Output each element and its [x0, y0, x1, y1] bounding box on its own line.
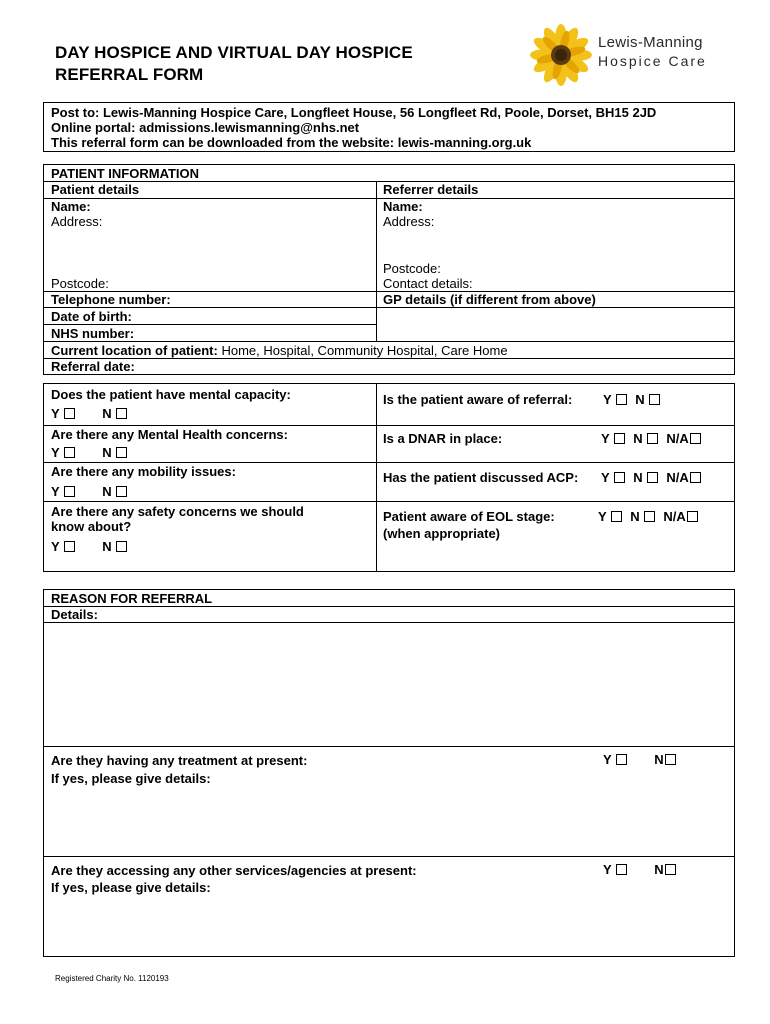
nhs-number-field[interactable]: NHS number: [51, 326, 135, 341]
referral-date-field[interactable]: Referral date: [51, 359, 135, 374]
no-label: N [102, 539, 112, 554]
current-location-field[interactable] [51, 343, 508, 358]
checkbox[interactable] [64, 447, 75, 458]
dob-field[interactable]: Date of birth: [51, 309, 132, 324]
location-label: Current location of patient: [51, 343, 218, 358]
yes-label: Y [598, 509, 607, 524]
yes-label: Y [51, 484, 60, 499]
acp-question: Has the patient discussed ACP: [383, 470, 579, 485]
eol-question-line-1: Patient aware of EOL stage: [383, 509, 555, 524]
patient-name-field[interactable]: Name: [51, 199, 91, 214]
divider [43, 746, 735, 747]
checkbox[interactable] [644, 511, 655, 522]
no-label: N [630, 509, 640, 524]
services-options [603, 862, 676, 877]
mental-health-options [51, 445, 127, 460]
yes-label: Y [603, 392, 612, 407]
no-label: N [654, 862, 664, 877]
logo-text [598, 34, 707, 70]
divider [43, 856, 735, 857]
checkbox[interactable] [690, 433, 701, 444]
mental-capacity-question: Does the patient have mental capacity: [51, 387, 291, 402]
checkbox[interactable] [647, 472, 658, 483]
title-line-1: DAY HOSPICE AND VIRTUAL DAY HOSPICE [55, 43, 413, 62]
safety-options [51, 539, 127, 554]
no-label: N [102, 406, 112, 421]
checkbox[interactable] [614, 472, 625, 483]
no-label: N [633, 431, 643, 446]
reason-details-area[interactable] [44, 623, 734, 745]
checkbox[interactable] [614, 433, 625, 444]
mobility-question: Are there any mobility issues: [51, 464, 236, 479]
yes-label: Y [603, 752, 612, 767]
services-details-area[interactable] [44, 896, 734, 956]
divider [43, 606, 735, 607]
reason-details-label: Details: [51, 607, 98, 622]
no-label: N [633, 470, 643, 485]
na-label: N/A [666, 431, 689, 446]
sunflower-icon [528, 22, 594, 88]
divider [43, 358, 735, 359]
checkbox[interactable] [647, 433, 658, 444]
divider [43, 501, 735, 502]
referrer-name-field[interactable]: Name: [383, 199, 423, 214]
divider [43, 324, 377, 325]
yes-label: Y [51, 445, 60, 460]
checkbox[interactable] [116, 541, 127, 552]
referrer-address-field[interactable]: Address: [383, 214, 435, 229]
checkbox[interactable] [616, 394, 627, 405]
download-note: This referral form can be downloaded from the website: lewis-manning.org.uk [51, 135, 532, 150]
treatment-options [603, 752, 676, 767]
eol-question-line-2: (when appropriate) [383, 526, 501, 541]
services-details-label: If yes, please give details: [51, 880, 211, 895]
checkbox[interactable] [64, 486, 75, 497]
checkbox[interactable] [64, 408, 75, 419]
no-label: N [102, 484, 112, 499]
referrer-contact-field[interactable]: Contact details: [383, 276, 473, 291]
mental-capacity-options [51, 406, 127, 421]
safety-question-line-2: know about? [51, 519, 132, 534]
mobility-options [51, 484, 127, 499]
no-label: N [654, 752, 664, 767]
checkbox[interactable] [116, 486, 127, 497]
treatment-details-label: If yes, please give details: [51, 771, 211, 786]
telephone-field[interactable]: Telephone number: [51, 292, 171, 307]
na-label: N/A [663, 509, 686, 524]
treatment-details-area[interactable] [44, 787, 734, 855]
divider [43, 341, 735, 342]
gp-details-field[interactable]: GP details (if different from above) [383, 292, 596, 307]
postal-address: Post to: Lewis-Manning Hospice Care, Longfleet House, 56 Longfleet Rd, Poole, Dorset, BH15 2JD [51, 105, 657, 120]
na-label: N/A [666, 470, 689, 485]
dnar-options [601, 431, 701, 446]
checkbox[interactable] [616, 864, 627, 875]
yes-label: Y [601, 470, 610, 485]
safety-question-line-1: Are there any safety concerns we should [51, 504, 304, 519]
logo-line-2: Hospice Care [598, 53, 707, 69]
checkbox[interactable] [649, 394, 660, 405]
dnar-question: Is a DNAR in place: [383, 431, 503, 446]
location-value: Home, Hospital, Community Hospital, Care Home [221, 343, 508, 358]
checkbox[interactable] [687, 511, 698, 522]
logo [528, 20, 728, 90]
treatment-question: Are they having any treatment at present: [51, 753, 308, 768]
reason-heading: REASON FOR REFERRAL [51, 591, 213, 606]
referrer-details-label: Referrer details [383, 182, 479, 197]
yes-label: Y [601, 431, 610, 446]
patient-postcode-field[interactable]: Postcode: [51, 276, 109, 291]
aware-referral-options [603, 392, 660, 407]
patient-details-label: Patient details [51, 182, 140, 197]
aware-referral-question: Is the patient aware of referral: [383, 392, 573, 407]
checkbox[interactable] [116, 447, 127, 458]
logo-line-1: Lewis-Manning [598, 34, 703, 51]
checkbox[interactable] [665, 754, 676, 765]
divider [376, 181, 377, 341]
patient-info-heading: PATIENT INFORMATION [51, 166, 200, 181]
referrer-postcode-field[interactable]: Postcode: [383, 261, 441, 276]
page-title [55, 42, 413, 86]
no-label: N [635, 392, 645, 407]
patient-address-field[interactable]: Address: [51, 214, 103, 229]
charity-number: Registered Charity No. 1120193 [55, 974, 169, 983]
title-line-2: REFERRAL FORM [55, 65, 204, 84]
divider [43, 425, 735, 426]
divider [43, 307, 735, 308]
no-label: N [102, 445, 112, 460]
checkbox[interactable] [611, 511, 622, 522]
eol-options [598, 509, 698, 524]
services-question: Are they accessing any other services/agencies at present: [51, 863, 417, 878]
yes-label: Y [603, 862, 612, 877]
checkbox[interactable] [616, 754, 627, 765]
online-portal: Online portal: admissions.lewismanning@nhs.net [51, 120, 360, 135]
acp-options [601, 470, 701, 485]
yes-label: Y [51, 406, 60, 421]
checkbox[interactable] [690, 472, 701, 483]
checkbox[interactable] [64, 541, 75, 552]
divider [43, 462, 735, 463]
checkbox[interactable] [665, 864, 676, 875]
mental-health-question: Are there any Mental Health concerns: [51, 427, 288, 442]
yes-label: Y [51, 539, 60, 554]
divider [376, 383, 377, 572]
checkbox[interactable] [116, 408, 127, 419]
